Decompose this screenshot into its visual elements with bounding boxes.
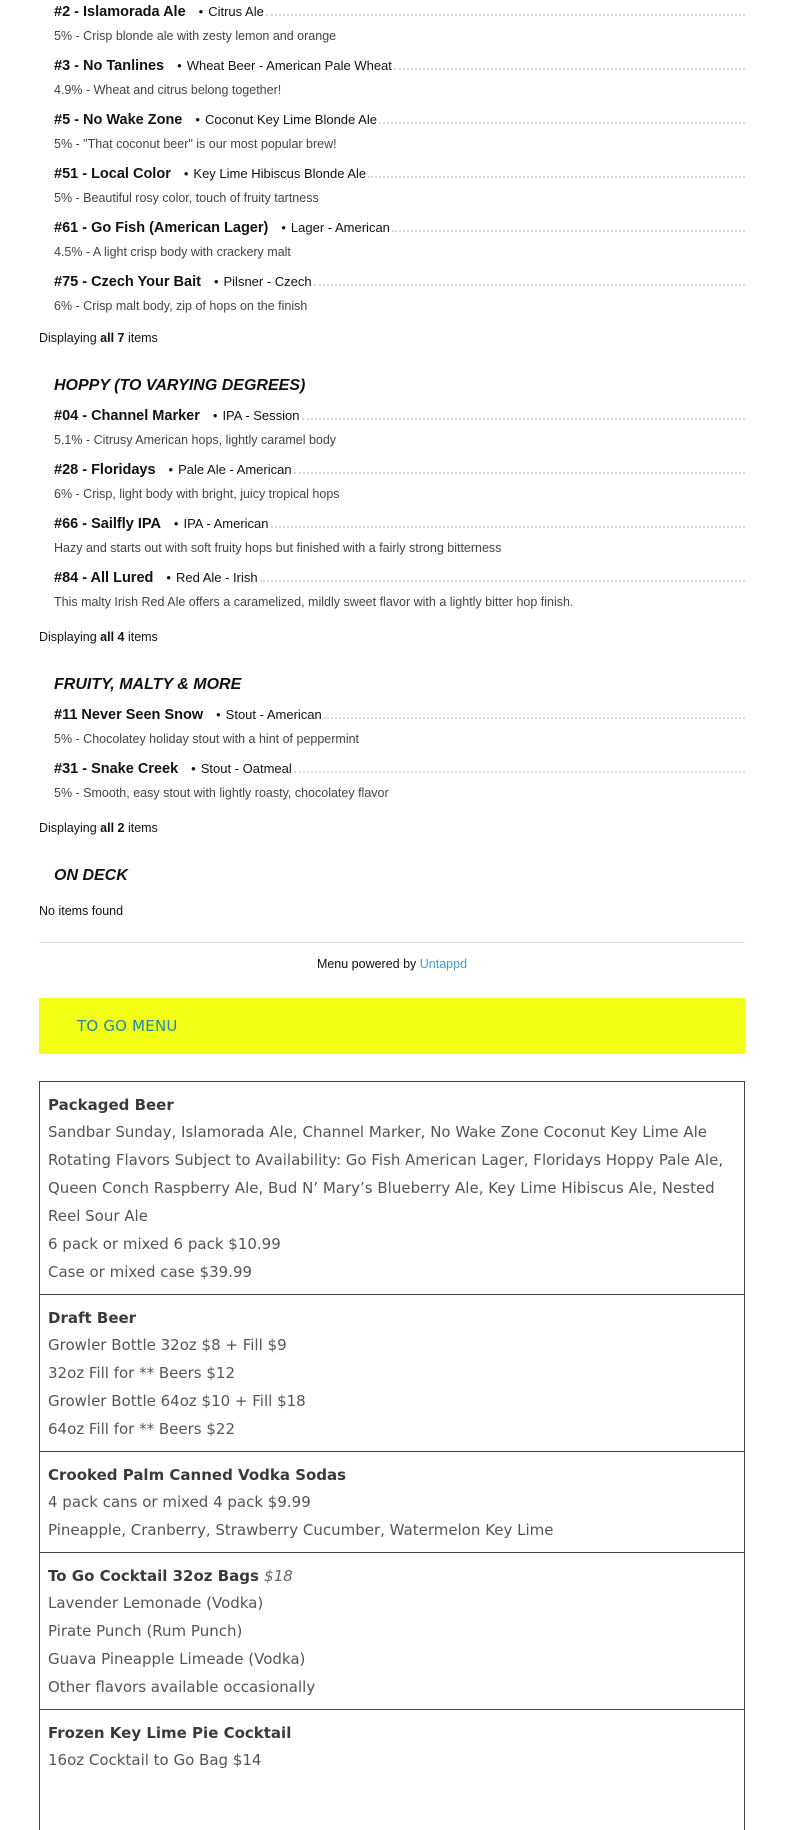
beer-description: 5% - Crisp blonde ale with zesty lemon and orange — [54, 29, 337, 43]
beer-style — [214, 274, 314, 289]
block-line: Sandbar Sunday, Islamorada Ale, Channel Marker, No Wake Zone Coconut Key Lime Ale — [48, 1123, 708, 1141]
block-line: 64oz Fill for ** Beers $22 — [48, 1420, 236, 1438]
block-line: 6 pack or mixed 6 pack $10.99 — [48, 1235, 281, 1253]
block-line: Guava Pineapple Limeade (Vodka) — [48, 1650, 306, 1668]
dotted-leader — [379, 122, 745, 124]
to-go-block-frozen-cocktail — [40, 1710, 744, 1830]
block-heading-label: To Go Cocktail 32oz Bags — [48, 1567, 259, 1585]
menu-item — [54, 272, 745, 326]
bullet-icon: • — [173, 516, 179, 531]
bullet-icon: • — [216, 707, 221, 722]
beer-style-label: Coconut Key Lime Blonde Ale — [204, 112, 377, 127]
beer-name: #04 - Channel Marker — [54, 408, 200, 424]
powered-by — [39, 957, 745, 971]
beer-description: 5.1% - Citrusy American hops, lightly caramel body — [54, 433, 337, 447]
beer-style-label: Wheat Beer - American Pale Wheat — [186, 58, 392, 73]
to-go-block-draft-beer — [40, 1295, 744, 1452]
to-go-block-vodka-sodas — [40, 1452, 744, 1553]
block-line: Other flavors available occasionally — [48, 1678, 316, 1696]
block-line: Pineapple, Cranberry, Strawberry Cucumber, Watermelon Key Lime — [48, 1521, 554, 1539]
block-line: 4 pack cans or mixed 4 pack $9.99 — [48, 1493, 311, 1511]
beer-style — [174, 516, 271, 531]
block-heading: Packaged Beer — [48, 1096, 174, 1114]
menu-item — [54, 514, 745, 568]
beer-description: 5% - Beautiful rosy color, touch of fruity tartness — [54, 191, 319, 205]
bullet-icon: • — [281, 220, 286, 235]
beer-name: #66 - Sailfly IPA — [54, 516, 161, 532]
beer-name: #31 - Snake Creek — [54, 761, 179, 777]
beer-name: #75 - Czech Your Bait — [54, 274, 201, 290]
to-go-menu-table — [39, 1081, 745, 1830]
menu-item — [54, 56, 745, 110]
bullet-icon: • — [166, 570, 171, 585]
beer-style-label: Citrus Ale — [208, 4, 264, 19]
beer-description: Hazy and starts out with soft fruity hops but finished with a fairly strong bitterness — [54, 541, 502, 555]
block-line: Pirate Punch (Rum Punch) — [48, 1622, 243, 1640]
beer-name: #51 - Local Color — [54, 166, 171, 182]
to-go-block-packaged-beer — [40, 1082, 744, 1295]
bullet-icon: • — [198, 4, 204, 19]
dotted-leader — [294, 771, 745, 773]
menu-item — [54, 568, 745, 622]
beer-description: 4.5% - A light crisp body with crackery malt — [54, 245, 291, 259]
dotted-leader — [314, 284, 745, 286]
count-value: all 7 — [100, 331, 125, 345]
beer-style — [281, 220, 392, 235]
beer-style-label: Red Ale - Irish — [175, 570, 258, 585]
bullet-icon: • — [213, 274, 219, 289]
menu-item — [54, 705, 745, 759]
beer-description: 5% - "That coconut beer" is our most popular brew! — [54, 137, 337, 151]
section-title: HOPPY (TO VARYING DEGREES) — [54, 377, 306, 394]
beer-style-label: Key Lime Hibiscus Blonde Ale — [193, 166, 367, 181]
item-count — [39, 821, 158, 837]
bullet-icon: • — [195, 112, 200, 127]
beer-name: #61 - Go Fish (American Lager) — [54, 220, 269, 236]
to-go-menu-title: TO GO MENU — [77, 1017, 178, 1035]
beer-name: #84 - All Lured — [54, 570, 154, 586]
count-value: all 2 — [100, 821, 125, 835]
beer-style-label: Pilsner - Czech — [223, 274, 312, 289]
item-count — [39, 630, 158, 646]
beer-style — [199, 4, 266, 19]
menu-item — [54, 110, 745, 164]
beer-style — [184, 166, 368, 181]
menu-item — [54, 218, 745, 272]
bullet-icon: • — [183, 166, 189, 181]
menu-item — [54, 406, 745, 460]
divider — [39, 942, 745, 943]
section-title: FRUITY, MALTY & MORE — [54, 676, 242, 693]
bullet-icon: • — [191, 761, 196, 776]
block-heading: Draft Beer — [48, 1309, 137, 1327]
beer-description: 5% - Chocolatey holiday stout with a hint of peppermint — [54, 732, 360, 746]
beer-name: #11 Never Seen Snow — [54, 707, 204, 723]
item-count — [39, 331, 158, 347]
dotted-leader — [260, 580, 745, 582]
beer-name: #5 - No Wake Zone — [54, 112, 183, 128]
menu-section — [39, 705, 745, 813]
beer-description: 6% - Crisp malt body, zip of hops on the finish — [54, 299, 308, 313]
block-heading: Frozen Key Lime Pie Cocktail — [48, 1724, 292, 1742]
beer-style — [216, 707, 324, 722]
count-value: all 4 — [100, 630, 125, 644]
beer-style-label: Stout - American — [225, 707, 322, 722]
beer-style-label: Pale Ale - American — [178, 462, 292, 477]
dotted-leader — [294, 472, 745, 474]
menu-item — [54, 759, 745, 813]
bullet-icon: • — [168, 462, 174, 477]
count-prefix: Displaying — [39, 331, 101, 345]
block-line: Rotating Flavors Subject to Availability: Go Fish American Lager, Floridays Hoppy Pale Ale, Queen Conch Raspberry Ale, Bud N’ Mary’s Blueberry Ale, Key Lime Hibiscus Ale, Nested Reel Sour Ale — [48, 1151, 724, 1225]
dotted-leader — [266, 14, 745, 16]
beer-name: #3 - No Tanlines — [54, 58, 165, 74]
block-line: Growler Bottle 64oz $10 + Fill $18 — [48, 1392, 306, 1410]
beer-name: #28 - Floridays — [54, 462, 156, 478]
block-line: 16oz Cocktail to Go Bag $14 — [48, 1751, 262, 1769]
beer-style — [213, 408, 302, 423]
beer-style-label: Lager - American — [290, 220, 390, 235]
beer-style — [166, 570, 259, 585]
dotted-leader — [392, 230, 745, 232]
to-go-menu-banner — [39, 998, 745, 1054]
beer-style — [195, 112, 379, 127]
beer-style — [191, 761, 294, 776]
bullet-icon: • — [177, 58, 182, 73]
beer-style — [177, 58, 394, 73]
dotted-leader — [271, 526, 746, 528]
beer-style-label: Stout - Oatmeal — [200, 761, 292, 776]
block-heading — [48, 1563, 736, 1589]
dotted-leader — [368, 176, 745, 178]
block-line: Lavender Lemonade (Vodka) — [48, 1594, 264, 1612]
powered-by-label: Menu powered by — [316, 957, 420, 971]
beer-style — [169, 462, 294, 477]
count-prefix: Displaying — [39, 630, 101, 644]
beer-description: 6% - Crisp, light body with bright, juicy tropical hops — [54, 487, 340, 501]
section-title: ON DECK — [54, 867, 128, 884]
block-line: Case or mixed case $39.99 — [48, 1263, 253, 1281]
to-go-block-cocktail-bags — [40, 1553, 744, 1710]
block-line: Growler Bottle 32oz $8 + Fill $9 — [48, 1336, 287, 1354]
count-suffix: items — [124, 331, 158, 345]
beer-description: 4.9% - Wheat and citrus belong together! — [54, 83, 282, 97]
menu-item — [54, 2, 745, 56]
block-heading-price: $18 — [264, 1567, 293, 1585]
beer-style-label: IPA - American — [183, 516, 269, 531]
menu-section — [39, 406, 745, 622]
bullet-icon: • — [212, 408, 218, 423]
menu-section — [39, 2, 745, 326]
dotted-leader — [302, 418, 745, 420]
count-prefix: Displaying — [39, 821, 101, 835]
menu-item — [54, 164, 745, 218]
count-suffix: items — [124, 630, 158, 644]
block-line: 32oz Fill for ** Beers $12 — [48, 1364, 236, 1382]
block-heading: Crooked Palm Canned Vodka Sodas — [48, 1466, 347, 1484]
dotted-leader — [394, 68, 745, 70]
menu-item — [54, 460, 745, 514]
beer-name: #2 - Islamorada Ale — [54, 4, 186, 20]
empty-state: No items found — [39, 904, 124, 918]
untappd-link[interactable]: Untappd — [419, 957, 468, 971]
dotted-leader — [324, 717, 745, 719]
beer-style-label: IPA - Session — [222, 408, 300, 423]
beer-description: This malty Irish Red Ale offers a caramelized, mildly sweet flavor with a lightly bitter hop finish. — [54, 595, 574, 609]
count-suffix: items — [124, 821, 158, 835]
beer-description: 5% - Smooth, easy stout with lightly roasty, chocolatey flavor — [54, 786, 389, 800]
